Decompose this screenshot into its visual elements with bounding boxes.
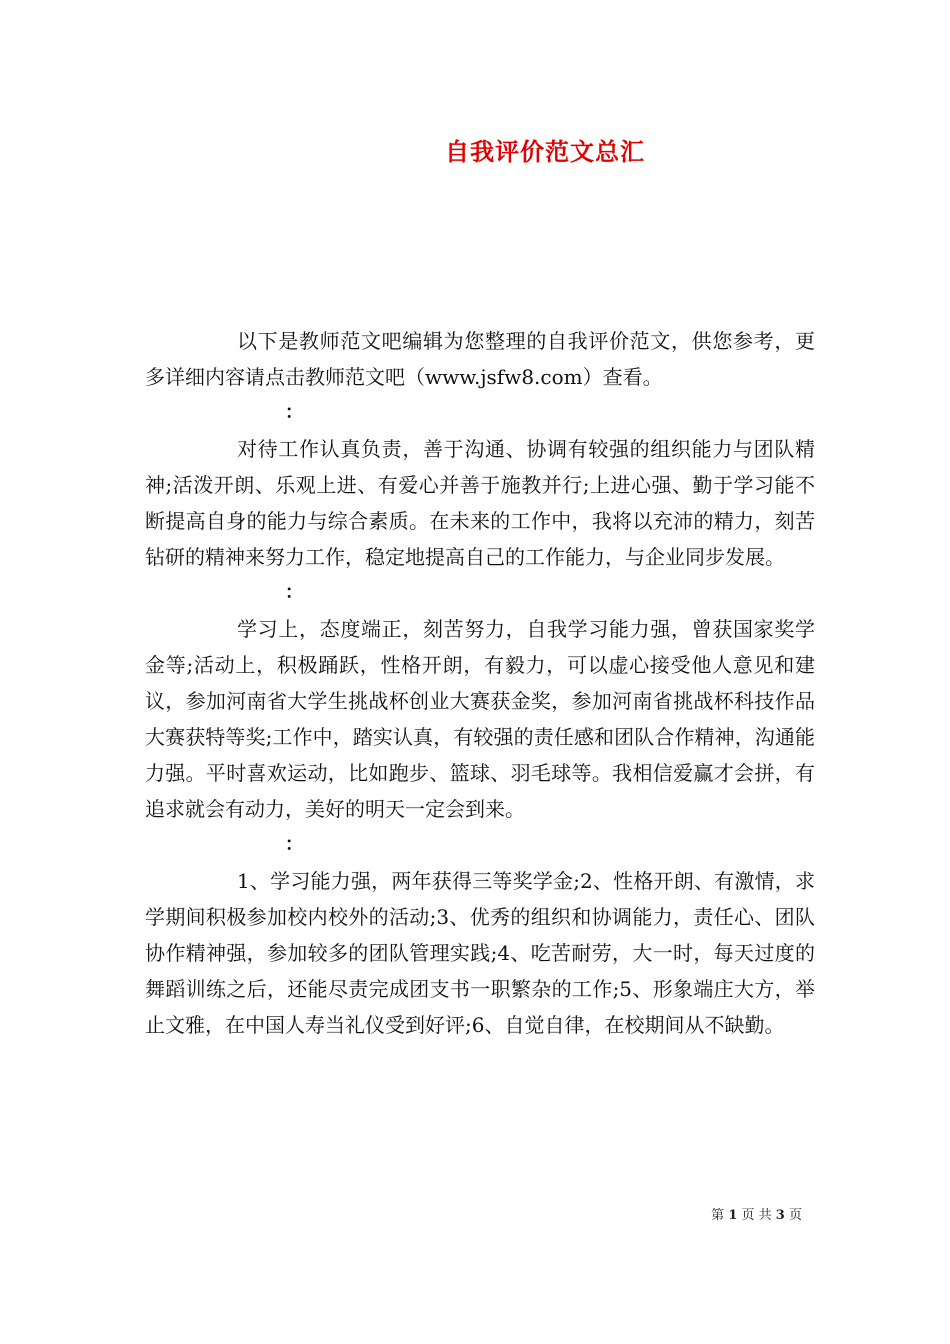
page-footer — [0, 1204, 950, 1223]
section-separator: ： — [285, 834, 303, 855]
footer-page-number: 1 — [728, 1208, 738, 1223]
footer-prefix: 第 — [711, 1208, 725, 1223]
section-separator: ： — [285, 402, 303, 423]
intro-paragraph: 以下是教师范文吧编辑为您整理的自我评价范文，供您参考，更多详细内容请点击教师范文吧（www.jsfw8.com）查看。 — [145, 329, 815, 389]
body-paragraph: 学习上，态度端正，刻苦努力，自我学习能力强，曾获国家奖学金等;活动上，积极踊跃，性格开朗，有毅力，可以虚心接受他人意见和建议，参加河南省大学生挑战杯创业大赛获金奖，参加河南省挑战杯科技作品大赛获特等奖;工作中，踏实认真，有较强的责任感和团队合作精神，沟通能力强。平时喜欢运动，比如跑步、篮球、羽毛球等。我相信爱赢才会拼，有追求就会有动力，美好的明天一定会到来。 — [145, 617, 815, 821]
footer-middle: 页 共 — [741, 1208, 772, 1223]
body-paragraph: 对待工作认真负责，善于沟通、协调有较强的组织能力与团队精神;活泼开朗、乐观上进、有爱心并善于施教并行;上进心强、勤于学习能不断提高自身的能力与综合素质。在未来的工作中，我将以充沛的精力，刻苦钻研的精神来努力工作，稳定地提高自己的工作能力，与企业同步发展。 — [145, 437, 815, 569]
document-body — [145, 323, 815, 1043]
document-title: 自我评价范文总汇 — [445, 137, 645, 166]
footer-suffix: 页 — [788, 1208, 802, 1223]
body-paragraph: 1、学习能力强，两年获得三等奖学金;2、性格开朗、有激情，求学期间积极参加校内校外的活动;3、优秀的组织和协调能力，责任心、团队协作精神强，参加较多的团队管理实践;4、吃苦耐劳，大一时，每天过度的舞蹈训练之后，还能尽责完成团支书一职繁杂的工作;5、形象端庄大方，举止文雅，在中国人寿当礼仪受到好评;6、自觉自律，在校期间从不缺勤。 — [145, 869, 815, 1037]
footer-total-pages: 3 — [775, 1208, 785, 1223]
section-separator: ： — [285, 582, 303, 603]
